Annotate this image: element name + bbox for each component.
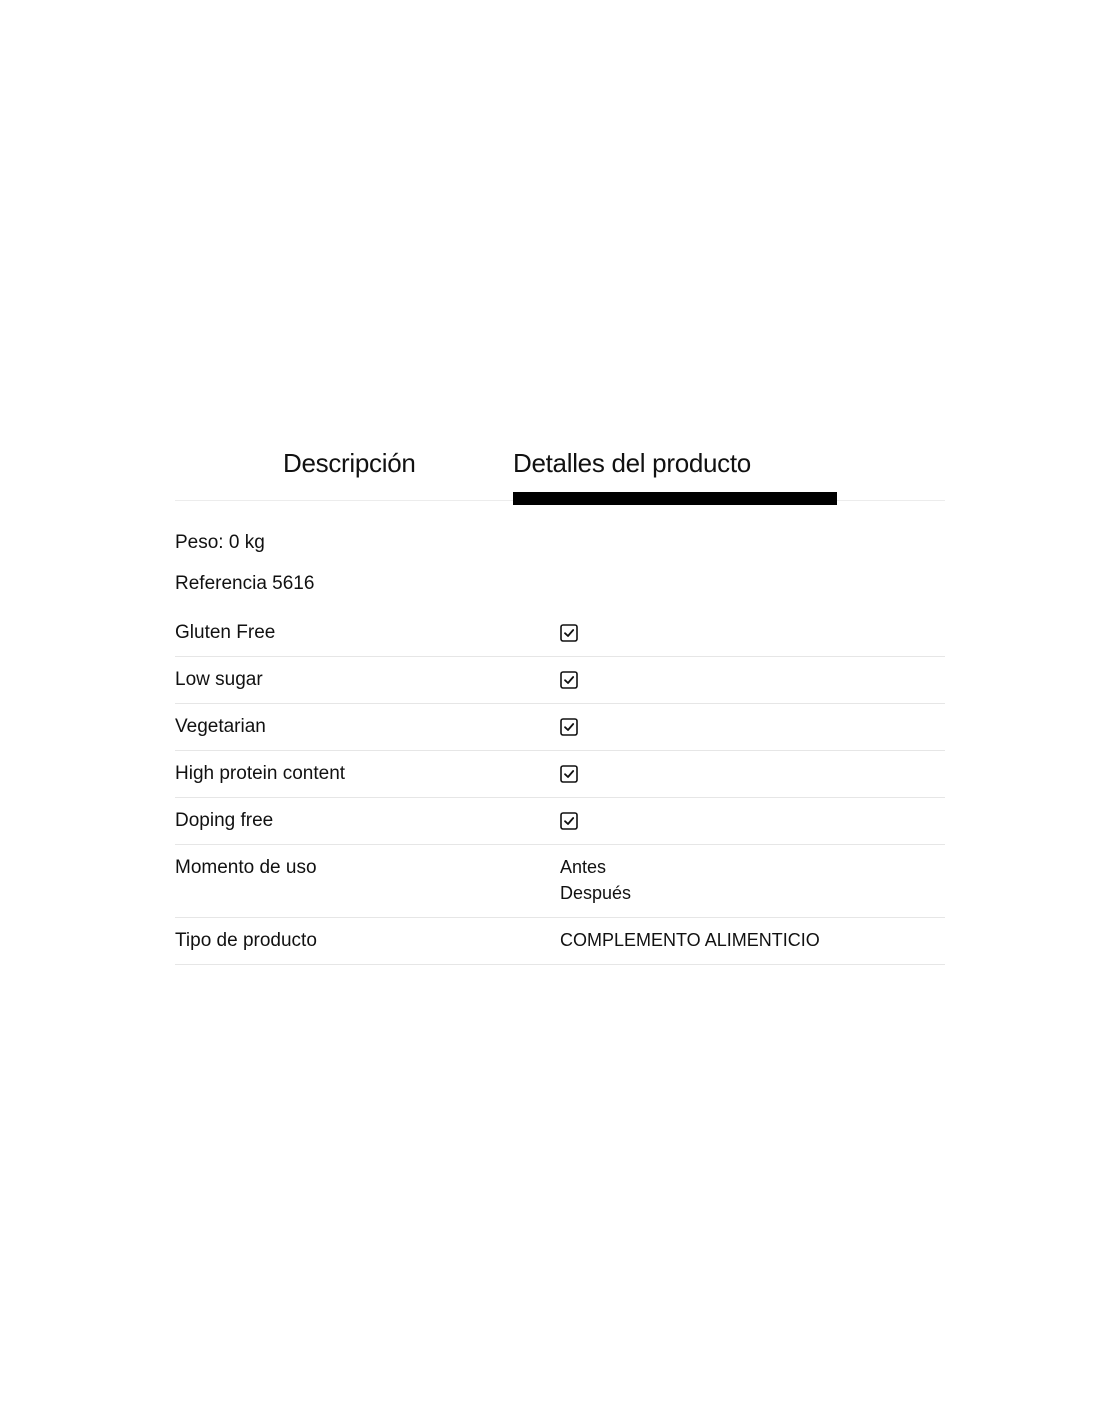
usage-row xyxy=(175,845,945,918)
usage-value: Después xyxy=(560,883,632,903)
reference-line xyxy=(175,573,314,595)
reference-value: 5616 xyxy=(272,573,315,594)
weight-value: 0 kg xyxy=(228,532,265,553)
feature-label: Low sugar xyxy=(175,669,263,690)
checked-box-icon xyxy=(560,812,578,830)
product-type-row xyxy=(175,918,945,965)
usage-value: Antes xyxy=(560,857,607,877)
checked-box-icon xyxy=(560,624,578,642)
feature-row-gluten-free xyxy=(175,610,945,657)
feature-row-high-protein xyxy=(175,751,945,798)
product-info-panel xyxy=(175,440,945,951)
weight-line xyxy=(175,532,265,554)
product-type-value: COMPLEMENTO ALIMENTICIO xyxy=(560,930,820,950)
feature-row-low-sugar xyxy=(175,657,945,704)
usage-label: Momento de uso xyxy=(175,857,317,878)
checked-box-icon xyxy=(560,718,578,736)
feature-label: Vegetarian xyxy=(175,716,266,737)
tab-detalles-del-producto[interactable]: Detalles del producto xyxy=(513,448,751,478)
feature-label: Gluten Free xyxy=(175,622,276,643)
tab-descripcion[interactable]: Descripción xyxy=(283,448,416,478)
feature-row-vegetarian xyxy=(175,704,945,751)
feature-row-doping-free xyxy=(175,798,945,845)
checked-box-icon xyxy=(560,765,578,783)
feature-label: High protein content xyxy=(175,763,346,784)
checked-box-icon xyxy=(560,671,578,689)
usage-values xyxy=(560,854,631,906)
tab-bar xyxy=(175,440,945,501)
active-tab-indicator xyxy=(513,492,837,505)
feature-label: Doping free xyxy=(175,810,274,831)
reference-key: Referencia xyxy=(175,573,267,594)
product-type-label: Tipo de producto xyxy=(175,930,317,951)
features-table xyxy=(175,610,945,965)
weight-key: Peso: xyxy=(175,532,224,553)
